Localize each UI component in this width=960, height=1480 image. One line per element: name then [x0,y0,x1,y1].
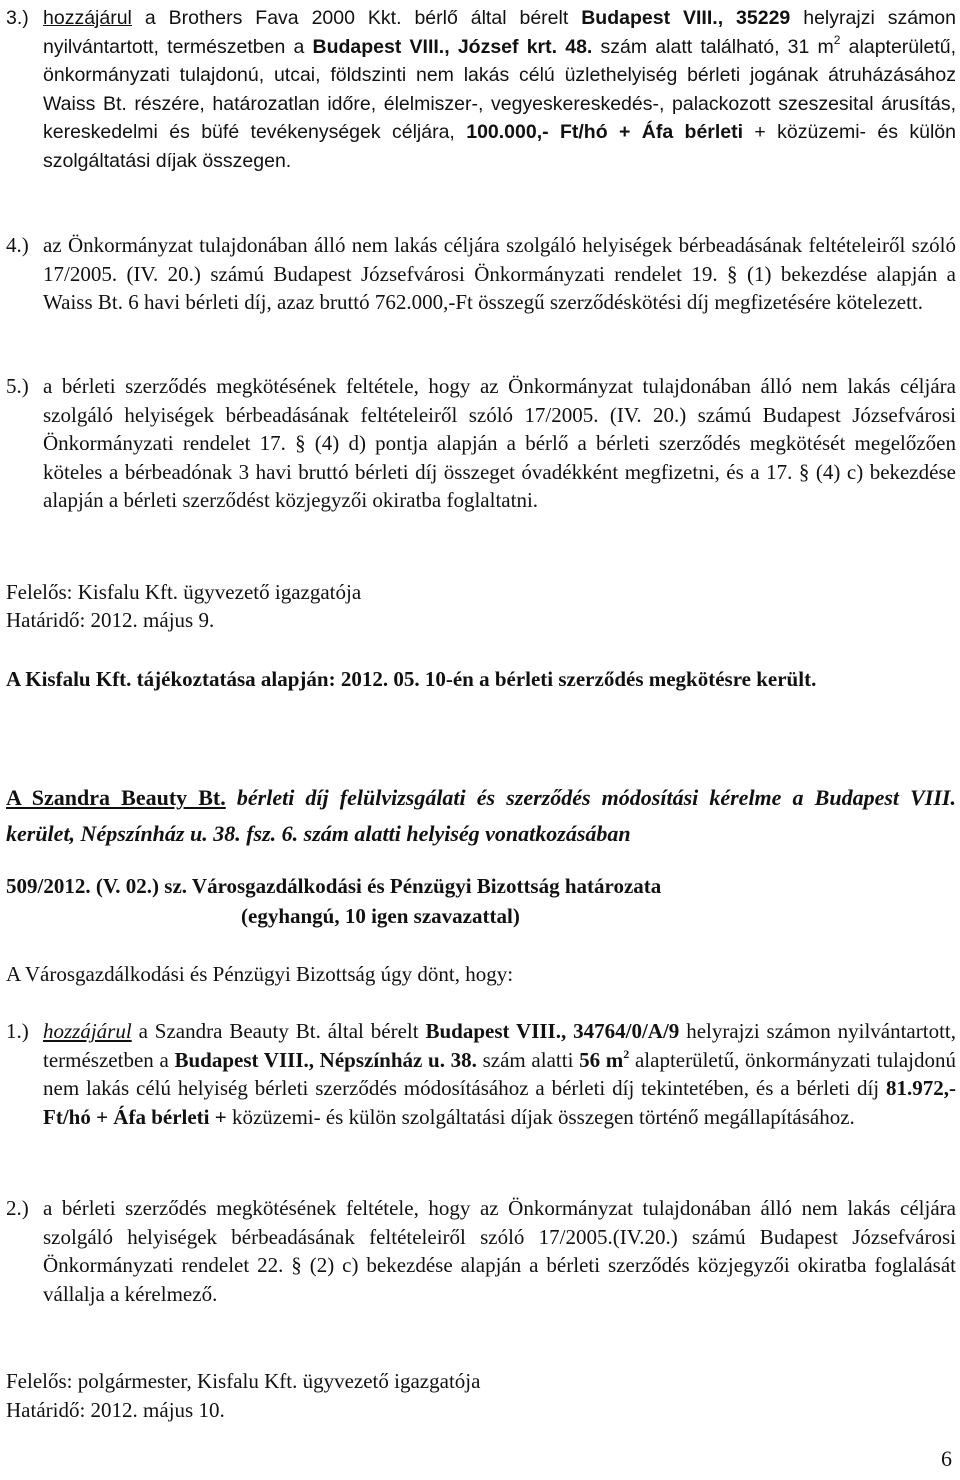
item-number: 4.) [6,233,29,257]
item-text: az Önkormányzat tulajdonában álló nem lakás céljára szolgáló helyiségek bérbeadásának feltételeiről szóló 17/2005. (IV. 20.) számú Budapest Józsefvárosi Önkormányzati rendelet 19. § (1) bekezdése alapján a Waiss Bt. 6 havi bérleti díj, azaz bruttó 762.000,-Ft összegű szerződéskötési díj megfizetésére kötelezett. [43,233,956,314]
decision-intro: A Városgazdálkodási és Pénzügyi Bizottság úgy dönt, hogy: [6,962,514,986]
item-number: 1.) [6,1019,29,1043]
vote-result: (egyhangú, 10 igen szavazattal) [241,904,520,928]
resolution-item-4 [6,231,956,317]
item-text: hozzájárul a Szandra Beauty Bt. által bérelt Budapest VIII., 34764/0/A/9 helyrajzi számon nyilvántartott, természetben a Budapest VIII., Népszínház u. 38. szám alatti 56 $m^2$ alapterületű, önkormányzati tulajdonú nem lakás célú helyiség bérleti szerződés módosításához a bérleti díj tekintetében, és a bérleti díj 81.972,-Ft/hó + Áfa bérleti + közüzemi- és külön szolgáltatási díjak összegen történő megállapításához. [43,1019,956,1129]
item-text: a bérleti szerződés megkötésének feltétele, hogy az Önkormányzat tulajdonában álló nem lakás céljára szolgáló helyiségek bérbeadásának feltételeiről szóló 17/2005.(IV.20.) számú Budapest Józsefvárosi Önkormányzati rendelet 22. § (2) c) bekezdése alapján a bérleti szerződés közjegyzői okiratba foglalását vállalja a kérelmező. [43,1196,956,1306]
responsible-line: Felelős: Kisfalu Kft. ügyvezető igazgatója [6,580,362,604]
resolution-number: 509/2012. (V. 02.) sz. [6,874,188,898]
deadline-line: Határidő: 2012. május 10. [6,1398,225,1422]
resolution-item-5 [6,372,956,515]
item-number: 2.) [6,1196,29,1220]
section-heading: A Szandra Beauty Bt. bérleti díj felülvizsgálati és szerződés módosítási kérelme a Budapest VIII. kerület, Népszínház u. 38. fsz. 6. szám alatti helyiség vonatkozásában [6,785,956,846]
resolution-item-3 [6,4,956,175]
item-number: 5.) [6,374,29,398]
decision-verb: hozzájárul [43,7,132,29]
resolution-item-1 [6,1017,956,1131]
item-text: a bérleti szerződés megkötésének feltétele, hogy az Önkormányzat tulajdonában álló nem lakás céljára szolgáló helyiségek bérbeadásának feltételeiről szóló 17/2005. (IV. 20.) számú Budapest Józsefvárosi Önkormányzati rendelet 17. § (4) d) pontja alapján a bérlő a bérleti szerződés megkötését megelőzően köteles a bérbeadónak 3 havi bruttó bérleti díj összeget óvadékként megfizetni, és a 17. § (4) c) bekezdése alapján a bérleti szerződést közjegyzői okiratba foglaltatni. [43,374,956,512]
deadline-line: Határidő: 2012. május 9. [6,608,215,632]
responsible-line: Felelős: polgármester, Kisfalu Kft. ügyvezető igazgatója [6,1369,481,1393]
resolution-title: 509/2012. (V. 02.) sz. Városgazdálkodási és Pénzügyi Bizottság határozata [6,874,662,898]
item-text: hozzájárul a Brothers Fava 2000 Kkt. bérlő által bérelt Budapest VIII., 35229 helyrajzi számon nyilvántartott, természetben a Budapest VIII., József krt. 48. szám alatt található, 31 $m^2$ alapterületű, önkormányzati tulajdonú, utcai, földszinti nem lakás célú üzlethelyiség bérleti jogának átruházásához Waiss Bt. részére, határozatlan időre, élelmiszer-, vegyeskereskedés-, palackozott szeszesital árusítás, kereskedelmi és büfé tevékenységek céljára, 100.000,- Ft/hó + Áfa bérleti + közüzemi- és külön szolgáltatási díjak összegen. [43,7,956,172]
item-number: 3.) [6,7,29,29]
resolution-item-2 [6,1194,956,1308]
applicant-name: A Szandra Beauty Bt. [6,785,226,810]
kisfalu-info: A Kisfalu Kft. tájékoztatása alapján: 2012. 05. 10-én a bérleti szerződés megkötésre került. [6,667,817,691]
decision-verb: hozzájárul [43,1019,132,1043]
page-number: 6 [941,1446,952,1471]
